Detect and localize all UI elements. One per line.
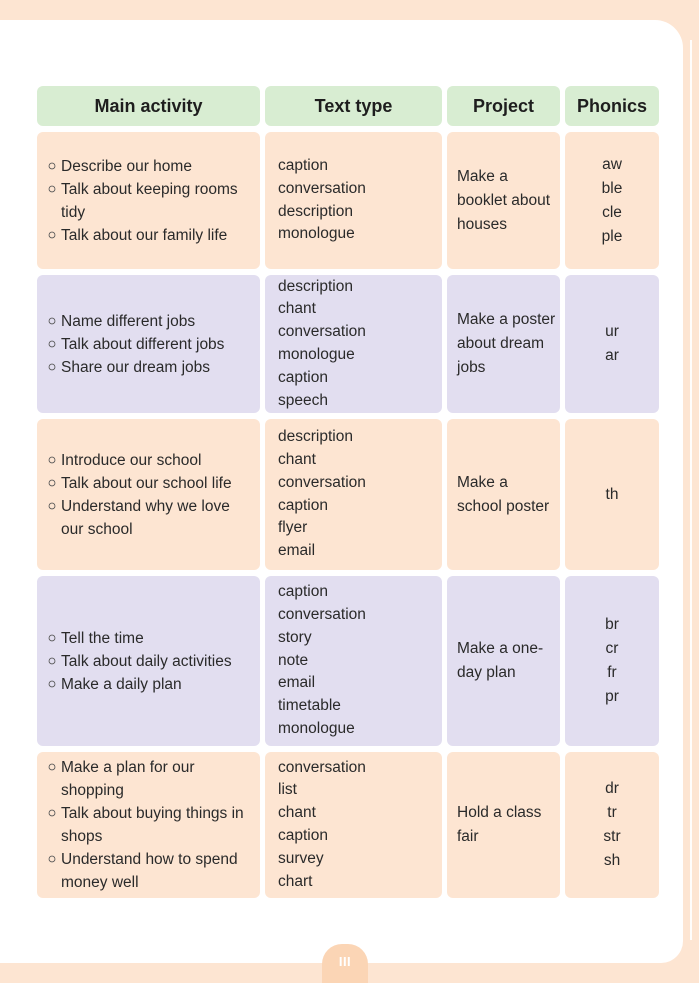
activity-item: Talk about keeping rooms tidy	[47, 178, 256, 224]
activity-item: Understand why we love our school	[47, 495, 256, 541]
text-type-item: conversation	[278, 323, 366, 341]
phonics-item: dr	[605, 780, 619, 797]
text-type-item: caption	[278, 368, 328, 386]
row-2-text-type	[265, 275, 442, 413]
activity-item: Talk about our school life	[47, 472, 256, 495]
header-main-activity: Main activity	[37, 86, 260, 126]
activity-item: Talk about daily activities	[47, 650, 232, 673]
phonics-item: cr	[605, 640, 619, 657]
text-type-item: description	[278, 277, 353, 295]
row-1-project	[447, 132, 560, 269]
row-1-main-activity	[37, 132, 260, 269]
activity-item: Tell the time	[47, 627, 232, 650]
text-type-item: story	[278, 628, 312, 646]
text-type-item: caption	[278, 827, 328, 844]
phonics-item: br	[605, 616, 619, 633]
project-text: Make a poster about dream jobs	[457, 311, 556, 376]
row-2-phonics	[565, 275, 659, 413]
activity-item: Talk about our family life	[47, 224, 256, 247]
phonics-item: pr	[605, 688, 619, 705]
phonics-item: aw	[602, 155, 622, 173]
activity-item: Introduce our school	[47, 449, 256, 472]
text-type-item: conversation	[278, 179, 366, 197]
project-text: Hold a class fair	[457, 804, 542, 845]
project-text: Make a school poster	[457, 473, 550, 515]
phonics-item: th	[605, 485, 619, 503]
activity-item: Name different jobs	[47, 310, 224, 333]
phonics-item: str	[603, 828, 621, 845]
row-3-main-activity	[37, 419, 260, 570]
row-5-phonics	[565, 752, 659, 898]
row-5-text-type	[265, 752, 442, 898]
text-type-item: email	[278, 542, 316, 560]
text-type-item: description	[278, 202, 353, 220]
activity-item: Understand how to spend money well	[47, 848, 256, 894]
text-type-item: description	[278, 428, 353, 446]
text-type-item: caption	[278, 156, 328, 174]
text-type-item: note	[278, 651, 309, 669]
project-text: Make a one-day plan	[457, 640, 544, 681]
row-5-project	[447, 752, 560, 898]
row-4-main-activity	[37, 576, 260, 746]
activity-table	[37, 86, 659, 898]
text-type-item: monologue	[278, 346, 355, 363]
phonics-item: ble	[601, 179, 623, 197]
text-type-item: timetable	[278, 697, 341, 715]
text-type-item: speech	[278, 391, 328, 409]
row-3-text-type	[265, 419, 442, 570]
activity-list	[47, 449, 256, 541]
activity-item: Make a plan for our shopping	[47, 756, 256, 802]
text-type-item: chant	[278, 804, 316, 822]
text-type-item: conversation	[278, 606, 366, 623]
row-2-project	[447, 275, 560, 413]
header-text-type: Text type	[265, 86, 442, 126]
row-3-project	[447, 419, 560, 570]
header-project: Project	[447, 86, 560, 126]
text-type-item: monologue	[278, 719, 355, 737]
text-type-item: chart	[278, 872, 313, 890]
phonics-item: ar	[605, 347, 619, 364]
row-4-phonics	[565, 576, 659, 746]
activity-list	[47, 756, 256, 894]
text-type-item: list	[278, 781, 297, 799]
project-text: Make a booklet about houses	[457, 167, 551, 233]
text-type-item: survey	[278, 849, 324, 867]
row-4-project	[447, 576, 560, 746]
text-type-item: chant	[278, 300, 316, 318]
activity-list	[47, 155, 256, 247]
text-type-item: flyer	[278, 519, 308, 537]
row-1-text-type	[265, 132, 442, 269]
phonics-item: sh	[603, 852, 621, 869]
row-4-text-type	[265, 576, 442, 746]
phonics-item: fr	[607, 664, 617, 681]
activity-list	[47, 310, 224, 379]
text-type-item: caption	[278, 583, 328, 601]
phonics-item: ur	[605, 323, 619, 340]
text-type-item: conversation	[278, 473, 366, 491]
activity-list	[47, 627, 232, 696]
header-phonics: Phonics	[565, 86, 659, 126]
activity-item: Share our dream jobs	[47, 356, 224, 379]
text-type-item: monologue	[278, 225, 355, 243]
page-number-tab	[322, 944, 368, 983]
page-edge-line	[690, 40, 692, 940]
text-type-item: email	[278, 674, 316, 692]
activity-item: Describe our home	[47, 155, 256, 178]
row-3-phonics	[565, 419, 659, 570]
activity-item: Talk about buying things in shops	[47, 802, 256, 848]
page-number: III	[338, 954, 352, 969]
phonics-item: tr	[607, 804, 617, 821]
text-type-item: conversation	[278, 758, 366, 776]
text-type-item: caption	[278, 496, 328, 514]
phonics-item: cle	[602, 203, 622, 221]
activity-item: Talk about different jobs	[47, 333, 224, 356]
activity-item: Make a daily plan	[47, 673, 232, 696]
text-type-item: chant	[278, 450, 316, 468]
phonics-item: ple	[601, 227, 623, 245]
row-1-phonics	[565, 132, 659, 269]
row-5-main-activity	[37, 752, 260, 898]
row-2-main-activity	[37, 275, 260, 413]
